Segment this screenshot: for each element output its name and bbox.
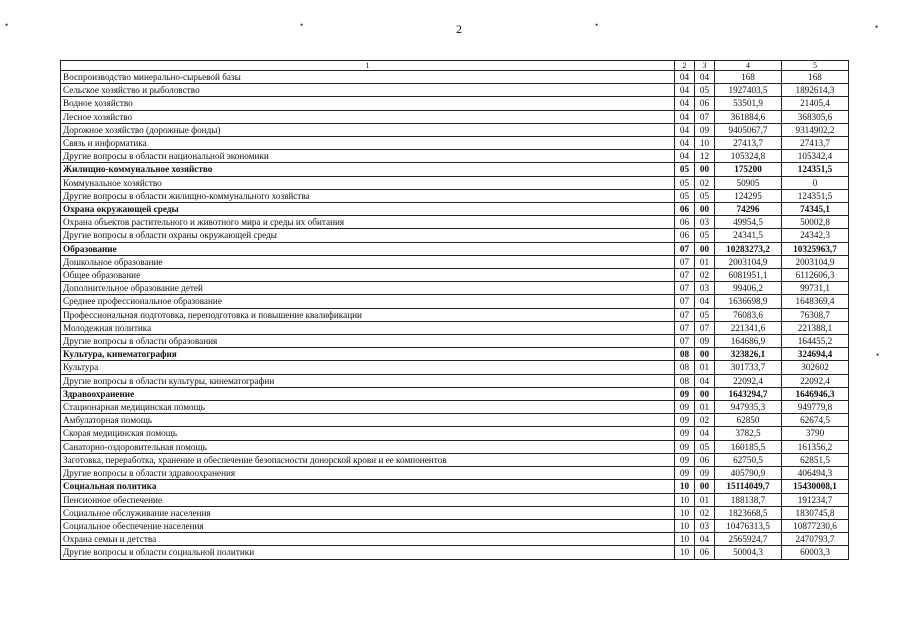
row-name-cell: Водное хозяйство bbox=[61, 97, 675, 110]
table-row bbox=[61, 506, 849, 519]
value-col4-cell: 405790,9 bbox=[715, 467, 782, 480]
row-name-cell: Другие вопросы в области охраны окружающей среды bbox=[61, 229, 675, 242]
value-col4-cell: 3782,5 bbox=[715, 427, 782, 440]
table-row bbox=[61, 84, 849, 97]
value-col4-cell: 49954,5 bbox=[715, 216, 782, 229]
subsection-code-cell: 01 bbox=[695, 401, 715, 414]
subsection-code-cell: 04 bbox=[695, 427, 715, 440]
header-cell: 1 bbox=[61, 61, 675, 71]
value-col5-cell: 24342,3 bbox=[782, 229, 849, 242]
value-col5-cell: 368305,6 bbox=[782, 110, 849, 123]
row-name-cell: Другие вопросы в области образования bbox=[61, 335, 675, 348]
row-name-cell: Другие вопросы в области национальной экономики bbox=[61, 150, 675, 163]
table-row bbox=[61, 519, 849, 532]
header-cell: 2 bbox=[675, 61, 695, 71]
subsection-code-cell: 02 bbox=[695, 176, 715, 189]
table-row bbox=[61, 163, 849, 176]
subsection-code-cell: 05 bbox=[695, 440, 715, 453]
table-row bbox=[61, 137, 849, 150]
subsection-code-cell: 01 bbox=[695, 361, 715, 374]
value-col5-cell: 15430008,1 bbox=[782, 480, 849, 493]
value-col4-cell: 50905 bbox=[715, 176, 782, 189]
scan-speck: • bbox=[5, 20, 9, 30]
table-row bbox=[61, 335, 849, 348]
section-code-cell: 10 bbox=[675, 493, 695, 506]
value-col4-cell: 2003104,9 bbox=[715, 255, 782, 268]
table-row bbox=[61, 533, 849, 546]
value-col4-cell: 160185,5 bbox=[715, 440, 782, 453]
value-col5-cell: 161356,2 bbox=[782, 440, 849, 453]
value-col4-cell: 62750,5 bbox=[715, 453, 782, 466]
value-col5-cell: 1648369,4 bbox=[782, 295, 849, 308]
section-code-cell: 04 bbox=[675, 137, 695, 150]
section-code-cell: 09 bbox=[675, 427, 695, 440]
value-col4-cell: 323826,1 bbox=[715, 348, 782, 361]
value-col4-cell: 24341,5 bbox=[715, 229, 782, 242]
value-col4-cell: 27413,7 bbox=[715, 137, 782, 150]
row-name-cell: Жилищно-коммунальное хозяйство bbox=[61, 163, 675, 176]
section-code-cell: 05 bbox=[675, 189, 695, 202]
value-col4-cell: 1823668,5 bbox=[715, 506, 782, 519]
table-row bbox=[61, 150, 849, 163]
row-name-cell: Охрана семьи и детства bbox=[61, 533, 675, 546]
value-col4-cell: 2565924,7 bbox=[715, 533, 782, 546]
row-name-cell: Социальная политика bbox=[61, 480, 675, 493]
subsection-code-cell: 05 bbox=[695, 189, 715, 202]
value-col4-cell: 221341,6 bbox=[715, 321, 782, 334]
subsection-code-cell: 09 bbox=[695, 335, 715, 348]
row-name-cell: Скорая медицинская помощь bbox=[61, 427, 675, 440]
row-name-cell: Сельское хозяйство и рыболовство bbox=[61, 84, 675, 97]
value-col5-cell: 168 bbox=[782, 71, 849, 84]
subsection-code-cell: 01 bbox=[695, 255, 715, 268]
value-col5-cell: 10877230,6 bbox=[782, 519, 849, 532]
scan-speck: • bbox=[595, 20, 599, 30]
value-col4-cell: 74296 bbox=[715, 203, 782, 216]
subsection-code-cell: 09 bbox=[695, 123, 715, 136]
row-name-cell: Культура, кинематография bbox=[61, 348, 675, 361]
section-code-cell: 10 bbox=[675, 519, 695, 532]
row-name-cell: Дошкольное образование bbox=[61, 255, 675, 268]
row-name-cell: Культура bbox=[61, 361, 675, 374]
section-code-cell: 08 bbox=[675, 374, 695, 387]
value-col4-cell: 6081951,1 bbox=[715, 269, 782, 282]
value-col5-cell: 60003,3 bbox=[782, 546, 849, 559]
table-row bbox=[61, 440, 849, 453]
header-row bbox=[61, 61, 849, 71]
section-code-cell: 07 bbox=[675, 321, 695, 334]
section-code-cell: 09 bbox=[675, 440, 695, 453]
subsection-code-cell: 02 bbox=[695, 414, 715, 427]
row-name-cell: Охрана объектов растительного и животного мира и среды их обитания bbox=[61, 216, 675, 229]
value-col5-cell: 1892614,3 bbox=[782, 84, 849, 97]
section-code-cell: 04 bbox=[675, 150, 695, 163]
row-name-cell: Лесное хозяйство bbox=[61, 110, 675, 123]
section-code-cell: 04 bbox=[675, 123, 695, 136]
row-name-cell: Другие вопросы в области здравоохранения bbox=[61, 467, 675, 480]
subsection-code-cell: 00 bbox=[695, 387, 715, 400]
value-col4-cell: 9405067,7 bbox=[715, 123, 782, 136]
value-col5-cell: 105342,4 bbox=[782, 150, 849, 163]
subsection-code-cell: 07 bbox=[695, 110, 715, 123]
table-row bbox=[61, 467, 849, 480]
value-col5-cell: 10325963,7 bbox=[782, 242, 849, 255]
table-row bbox=[61, 255, 849, 268]
section-code-cell: 10 bbox=[675, 480, 695, 493]
section-code-cell: 07 bbox=[675, 282, 695, 295]
subsection-code-cell: 00 bbox=[695, 242, 715, 255]
section-code-cell: 09 bbox=[675, 387, 695, 400]
value-col5-cell: 302602 bbox=[782, 361, 849, 374]
subsection-code-cell: 06 bbox=[695, 546, 715, 559]
subsection-code-cell: 07 bbox=[695, 321, 715, 334]
header-cell: 4 bbox=[715, 61, 782, 71]
section-code-cell: 05 bbox=[675, 163, 695, 176]
subsection-code-cell: 05 bbox=[695, 308, 715, 321]
subsection-code-cell: 04 bbox=[695, 374, 715, 387]
row-name-cell: Среднее профессиональное образование bbox=[61, 295, 675, 308]
row-name-cell: Социальное обслуживание населения bbox=[61, 506, 675, 519]
scan-speck: • bbox=[875, 22, 879, 32]
value-col4-cell: 10283273,2 bbox=[715, 242, 782, 255]
table-row bbox=[61, 453, 849, 466]
table-body bbox=[61, 71, 849, 560]
value-col5-cell: 949779,8 bbox=[782, 401, 849, 414]
value-col4-cell: 1927403,5 bbox=[715, 84, 782, 97]
section-code-cell: 09 bbox=[675, 414, 695, 427]
subsection-code-cell: 05 bbox=[695, 84, 715, 97]
table-row bbox=[61, 493, 849, 506]
subsection-code-cell: 00 bbox=[695, 348, 715, 361]
value-col5-cell: 3790 bbox=[782, 427, 849, 440]
value-col4-cell: 361884,6 bbox=[715, 110, 782, 123]
value-col5-cell: 27413,7 bbox=[782, 137, 849, 150]
value-col4-cell: 76083,6 bbox=[715, 308, 782, 321]
table-row bbox=[61, 308, 849, 321]
subsection-code-cell: 04 bbox=[695, 533, 715, 546]
row-name-cell: Воспроизводство минерально-сырьевой базы bbox=[61, 71, 675, 84]
subsection-code-cell: 02 bbox=[695, 506, 715, 519]
value-col4-cell: 62850 bbox=[715, 414, 782, 427]
section-code-cell: 06 bbox=[675, 229, 695, 242]
subsection-code-cell: 09 bbox=[695, 467, 715, 480]
table-row bbox=[61, 189, 849, 202]
header-cell: 5 bbox=[782, 61, 849, 71]
row-name-cell: Здравоохранение bbox=[61, 387, 675, 400]
section-code-cell: 09 bbox=[675, 467, 695, 480]
budget-table bbox=[60, 60, 849, 560]
table-row bbox=[61, 110, 849, 123]
value-col4-cell: 301733,7 bbox=[715, 361, 782, 374]
value-col5-cell: 1646946,3 bbox=[782, 387, 849, 400]
value-col5-cell: 324694,4 bbox=[782, 348, 849, 361]
section-code-cell: 10 bbox=[675, 533, 695, 546]
value-col5-cell: 191234,7 bbox=[782, 493, 849, 506]
table-row bbox=[61, 374, 849, 387]
table-row bbox=[61, 123, 849, 136]
table-row bbox=[61, 321, 849, 334]
value-col5-cell: 21405,4 bbox=[782, 97, 849, 110]
section-code-cell: 07 bbox=[675, 335, 695, 348]
subsection-code-cell: 06 bbox=[695, 97, 715, 110]
value-col4-cell: 50004,3 bbox=[715, 546, 782, 559]
subsection-code-cell: 03 bbox=[695, 216, 715, 229]
row-name-cell: Стационарная медицинская помощь bbox=[61, 401, 675, 414]
scan-speck: • bbox=[876, 350, 880, 360]
section-code-cell: 05 bbox=[675, 176, 695, 189]
value-col5-cell: 22092,4 bbox=[782, 374, 849, 387]
value-col5-cell: 99731,1 bbox=[782, 282, 849, 295]
row-name-cell: Дорожное хозяйство (дорожные фонды) bbox=[61, 123, 675, 136]
subsection-code-cell: 02 bbox=[695, 269, 715, 282]
section-code-cell: 08 bbox=[675, 361, 695, 374]
section-code-cell: 10 bbox=[675, 546, 695, 559]
value-col4-cell: 15114049,7 bbox=[715, 480, 782, 493]
section-code-cell: 07 bbox=[675, 242, 695, 255]
table-row bbox=[61, 387, 849, 400]
table-row bbox=[61, 97, 849, 110]
subsection-code-cell: 00 bbox=[695, 163, 715, 176]
subsection-code-cell: 06 bbox=[695, 453, 715, 466]
value-col5-cell: 221388,1 bbox=[782, 321, 849, 334]
subsection-code-cell: 12 bbox=[695, 150, 715, 163]
value-col4-cell: 53501,9 bbox=[715, 97, 782, 110]
section-code-cell: 04 bbox=[675, 110, 695, 123]
value-col4-cell: 188138,7 bbox=[715, 493, 782, 506]
table-row bbox=[61, 176, 849, 189]
row-name-cell: Связь и информатика bbox=[61, 137, 675, 150]
value-col5-cell: 74345,1 bbox=[782, 203, 849, 216]
header-cell: 3 bbox=[695, 61, 715, 71]
section-code-cell: 07 bbox=[675, 295, 695, 308]
value-col5-cell: 62674,5 bbox=[782, 414, 849, 427]
subsection-code-cell: 10 bbox=[695, 137, 715, 150]
value-col5-cell: 124351,5 bbox=[782, 189, 849, 202]
section-code-cell: 07 bbox=[675, 255, 695, 268]
table-row bbox=[61, 242, 849, 255]
row-name-cell: Заготовка, переработка, хранение и обеспечение безопасности донорской крови и ее компонентов bbox=[61, 453, 675, 466]
table-row bbox=[61, 295, 849, 308]
value-col5-cell: 6112606,3 bbox=[782, 269, 849, 282]
value-col4-cell: 1643294,7 bbox=[715, 387, 782, 400]
subsection-code-cell: 03 bbox=[695, 519, 715, 532]
value-col5-cell: 62851,5 bbox=[782, 453, 849, 466]
row-name-cell: Санаторно-оздоровительная помощь bbox=[61, 440, 675, 453]
value-col4-cell: 947935,3 bbox=[715, 401, 782, 414]
value-col5-cell: 9314902,2 bbox=[782, 123, 849, 136]
section-code-cell: 04 bbox=[675, 84, 695, 97]
value-col5-cell: 124351,5 bbox=[782, 163, 849, 176]
page-number: 2 bbox=[456, 22, 462, 36]
row-name-cell: Дополнительное образование детей bbox=[61, 282, 675, 295]
subsection-code-cell: 05 bbox=[695, 229, 715, 242]
value-col5-cell: 406494,3 bbox=[782, 467, 849, 480]
scan-speck: • bbox=[300, 20, 304, 30]
value-col5-cell: 164455,2 bbox=[782, 335, 849, 348]
table-row bbox=[61, 546, 849, 559]
table-row bbox=[61, 216, 849, 229]
row-name-cell: Пенсионное обеспечение bbox=[61, 493, 675, 506]
section-code-cell: 07 bbox=[675, 308, 695, 321]
table-row bbox=[61, 348, 849, 361]
table-row bbox=[61, 361, 849, 374]
row-name-cell: Образование bbox=[61, 242, 675, 255]
section-code-cell: 04 bbox=[675, 97, 695, 110]
subsection-code-cell: 00 bbox=[695, 203, 715, 216]
value-col4-cell: 175200 bbox=[715, 163, 782, 176]
subsection-code-cell: 03 bbox=[695, 282, 715, 295]
table-row bbox=[61, 414, 849, 427]
value-col4-cell: 10476313,5 bbox=[715, 519, 782, 532]
section-code-cell: 09 bbox=[675, 453, 695, 466]
value-col5-cell: 76308,7 bbox=[782, 308, 849, 321]
value-col5-cell: 2003104,9 bbox=[782, 255, 849, 268]
subsection-code-cell: 04 bbox=[695, 71, 715, 84]
row-name-cell: Другие вопросы в области жилищно-коммунального хозяйства bbox=[61, 189, 675, 202]
value-col5-cell: 0 bbox=[782, 176, 849, 189]
row-name-cell: Другие вопросы в области социальной политики bbox=[61, 546, 675, 559]
section-code-cell: 06 bbox=[675, 216, 695, 229]
section-code-cell: 10 bbox=[675, 506, 695, 519]
row-name-cell: Общее образование bbox=[61, 269, 675, 282]
value-col5-cell: 1830745,8 bbox=[782, 506, 849, 519]
row-name-cell: Охрана окружающей среды bbox=[61, 203, 675, 216]
table-row bbox=[61, 269, 849, 282]
section-code-cell: 04 bbox=[675, 71, 695, 84]
row-name-cell: Молодежная политика bbox=[61, 321, 675, 334]
table-row bbox=[61, 203, 849, 216]
row-name-cell: Профессиональная подготовка, переподготовка и повышение квалификации bbox=[61, 308, 675, 321]
value-col4-cell: 164686,9 bbox=[715, 335, 782, 348]
value-col4-cell: 1636698,9 bbox=[715, 295, 782, 308]
table-row bbox=[61, 401, 849, 414]
table-row bbox=[61, 480, 849, 493]
section-code-cell: 09 bbox=[675, 401, 695, 414]
row-name-cell: Социальное обеспечение населения bbox=[61, 519, 675, 532]
subsection-code-cell: 04 bbox=[695, 295, 715, 308]
subsection-code-cell: 00 bbox=[695, 480, 715, 493]
value-col4-cell: 22092,4 bbox=[715, 374, 782, 387]
value-col5-cell: 2470793,7 bbox=[782, 533, 849, 546]
table-row bbox=[61, 229, 849, 242]
table-row bbox=[61, 282, 849, 295]
row-name-cell: Другие вопросы в области культуры, кинематографии bbox=[61, 374, 675, 387]
value-col4-cell: 168 bbox=[715, 71, 782, 84]
value-col4-cell: 124295 bbox=[715, 189, 782, 202]
value-col5-cell: 50002,8 bbox=[782, 216, 849, 229]
subsection-code-cell: 01 bbox=[695, 493, 715, 506]
value-col4-cell: 99406,2 bbox=[715, 282, 782, 295]
section-code-cell: 07 bbox=[675, 269, 695, 282]
value-col4-cell: 105324,8 bbox=[715, 150, 782, 163]
table-row bbox=[61, 71, 849, 84]
row-name-cell: Коммунальное хозяйство bbox=[61, 176, 675, 189]
row-name-cell: Амбулаторная помощь bbox=[61, 414, 675, 427]
section-code-cell: 08 bbox=[675, 348, 695, 361]
table-row bbox=[61, 427, 849, 440]
section-code-cell: 06 bbox=[675, 203, 695, 216]
